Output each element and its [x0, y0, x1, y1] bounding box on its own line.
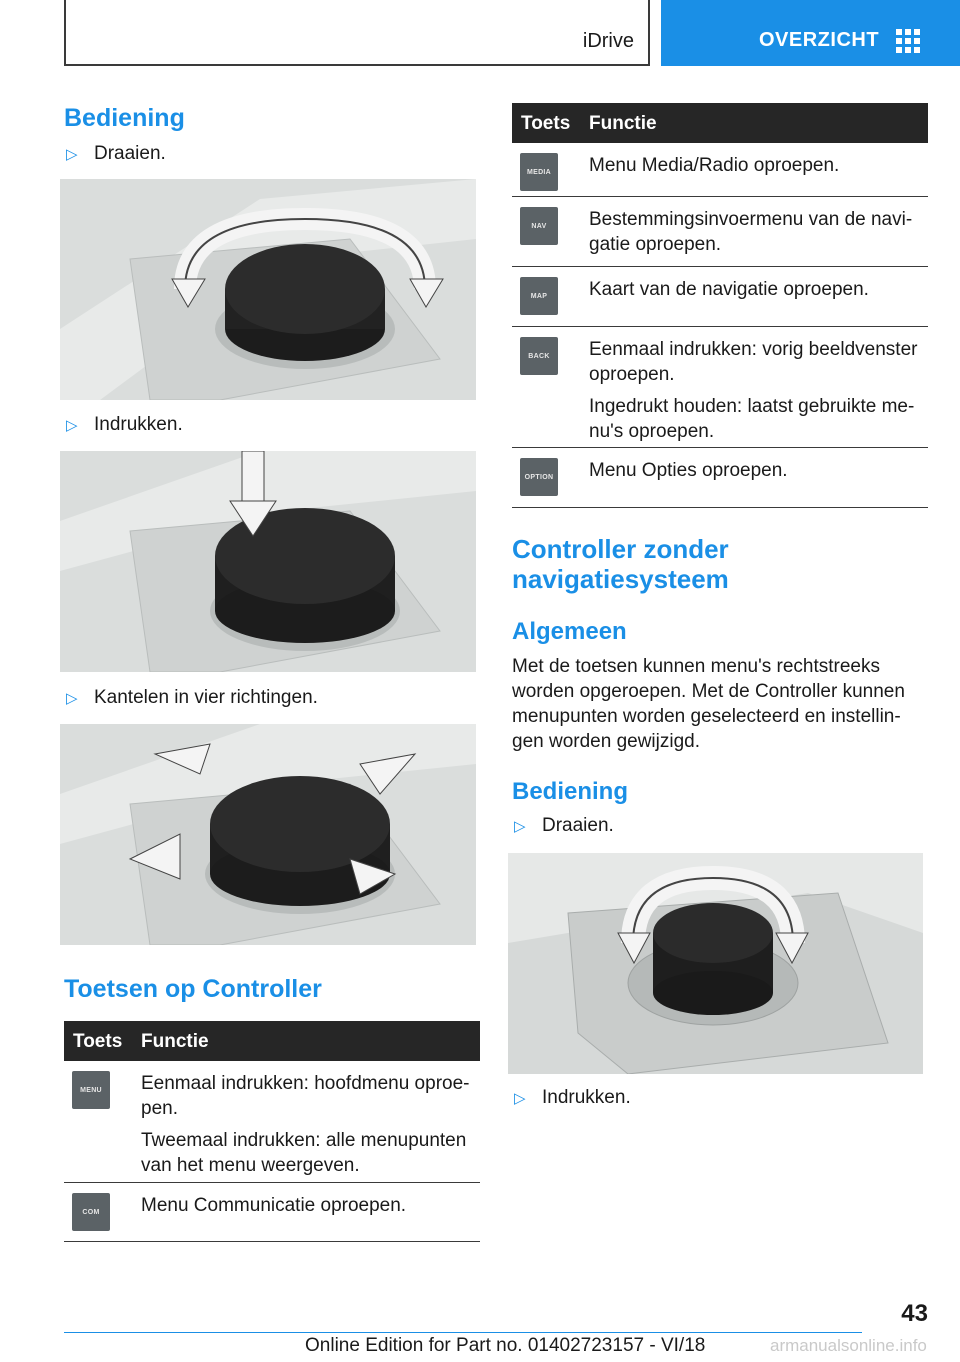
heading-bediening: Bediening — [64, 104, 185, 132]
heading-toetsen-op-controller: Toetsen op Controller — [64, 975, 322, 1003]
col-header-function: Functie — [141, 1031, 209, 1052]
controller-press-image — [60, 451, 476, 672]
grid-icon — [896, 29, 920, 53]
row-function-text: Menu Opties oproepen. — [589, 460, 788, 481]
bullet-draaien-right: ▷ Draaien. — [514, 814, 614, 839]
col-header-function: Functie — [589, 113, 657, 134]
triangle-bullet-icon: ▷ — [514, 818, 526, 835]
heading-bediening-right: Bediening — [512, 778, 629, 805]
row-function-text: Menu Media/Radio oproepen. — [589, 155, 840, 176]
heading-navigatiesysteem: navigatiesysteem — [512, 564, 729, 594]
table-header — [64, 1021, 480, 1061]
com-key-icon: COM — [72, 1193, 110, 1231]
row-function-text: Eenmaal indrukken: vorig beeldvenster oproepen. Ingedrukt houden: laatst gebruikte me-nu's oproepen. — [589, 339, 918, 442]
table-header — [512, 103, 928, 143]
overview-nav-label: OVERZICHT — [759, 29, 880, 51]
table-row — [512, 448, 928, 508]
option-key-icon: OPTION — [520, 458, 558, 496]
keys-table-right — [512, 103, 928, 508]
row-function-text: Kaart van de navigatie oproepen. — [589, 279, 869, 300]
table-row — [512, 327, 928, 448]
nav-key-icon: NAV — [520, 207, 558, 245]
bullet-draaien: ▷ Draaien. — [66, 142, 166, 167]
triangle-bullet-icon: ▷ — [66, 146, 78, 163]
controller-rotate-no-nav-image — [508, 853, 923, 1074]
bullet-indrukken-right: ▷ Indrukken. — [514, 1086, 631, 1111]
col-header-key: Toets — [73, 1031, 123, 1052]
triangle-bullet-icon: ▷ — [66, 690, 78, 707]
table-row — [512, 267, 928, 327]
back-key-icon: BACK — [520, 337, 558, 375]
map-key-icon: MAP — [520, 277, 558, 315]
footer-divider — [64, 1332, 862, 1333]
watermark: armanualsonline.info — [770, 1336, 927, 1355]
bullet-kantelen: ▷ Kantelen in vier richtingen. — [66, 686, 318, 711]
table-row — [512, 197, 928, 267]
media-key-icon: MEDIA — [520, 153, 558, 191]
bullet-indrukken: ▷ Indrukken. — [66, 413, 183, 438]
keys-table-left — [64, 1021, 480, 1242]
triangle-bullet-icon: ▷ — [66, 417, 78, 434]
col-header-key: Toets — [521, 113, 571, 134]
footer-edition: Online Edition for Part no. 01402723157 - VI/18 — [305, 1335, 706, 1356]
table-row — [64, 1183, 480, 1242]
controller-tilt-image — [60, 724, 476, 945]
header-section-title: iDrive — [582, 30, 634, 52]
triangle-bullet-icon: ▷ — [514, 1090, 526, 1107]
heading-controller-zonder: Controller zonder — [512, 534, 729, 564]
controller-rotate-image — [60, 179, 476, 400]
header-section-box — [64, 0, 650, 66]
table-row — [512, 143, 928, 197]
row-function-text: Bestemmingsinvoermenu van de navi-gatie oproepen. — [589, 209, 913, 255]
menu-key-icon: MENU — [72, 1071, 110, 1109]
overview-nav-button[interactable] — [661, 0, 960, 66]
row-function-text: Menu Communicatie oproepen. — [141, 1195, 407, 1216]
heading-algemeen: Algemeen — [512, 618, 627, 645]
table-row — [64, 1061, 480, 1183]
row-function-text: Eenmaal indrukken: hoofdmenu oproe-pen. Tweemaal indrukken: alle menupunten van het menu weergeven. — [141, 1073, 470, 1176]
paragraph-algemeen: Met de toetsen kunnen menu's rechtstreeks worden opgeroepen. Met de Controller kunnen menupunten worden geselecteerd en instellin-gen worden gewijzigd. — [512, 656, 905, 752]
page-number: 43 — [901, 1300, 928, 1327]
